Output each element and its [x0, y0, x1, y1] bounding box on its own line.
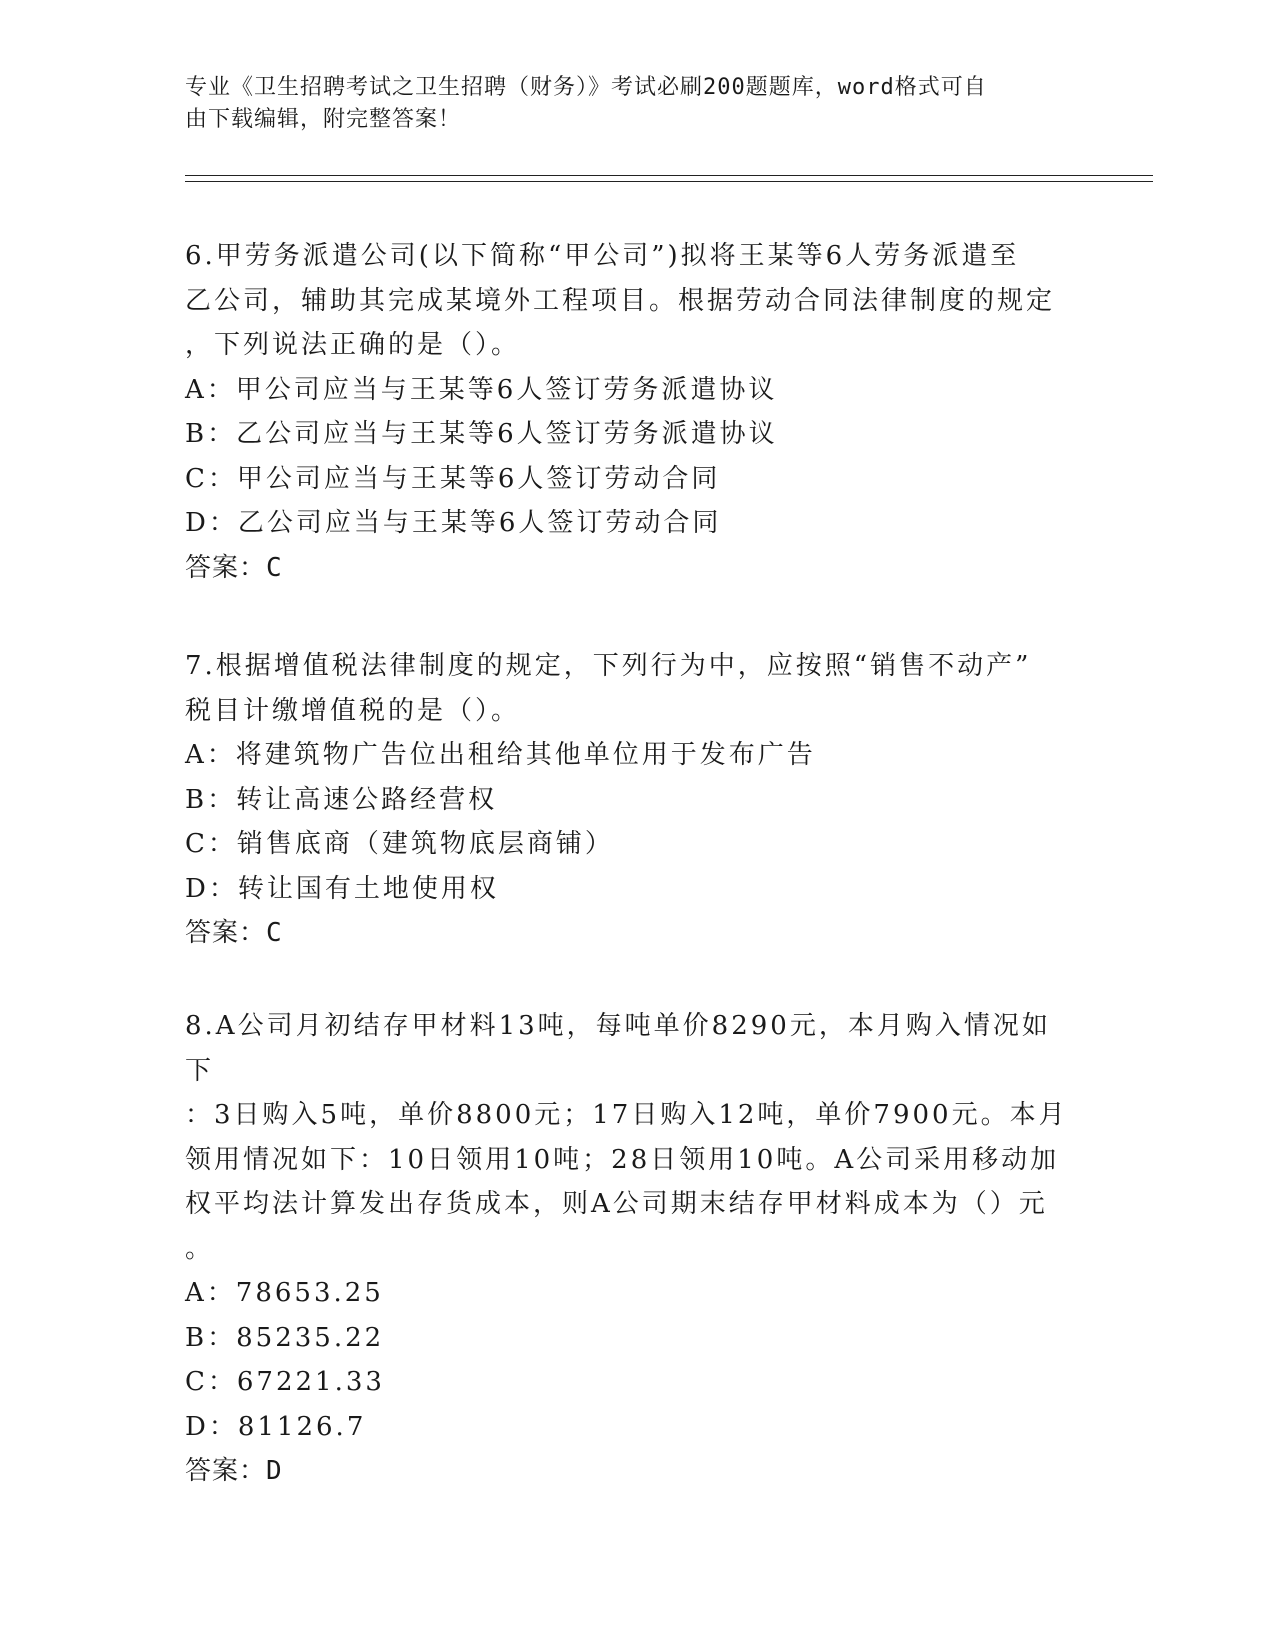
- option-a: A：甲公司应当与王某等6人签订劳务派遣协议: [185, 374, 778, 405]
- option-d: D：转让国有土地使用权: [185, 873, 499, 904]
- option-b: B：乙公司应当与王某等6人签订劳务派遣协议: [185, 419, 778, 449]
- question-stem-line: 7.根据增值税法律制度的规定，下列行为中，应按照“销售不动产”: [185, 651, 1032, 681]
- option-a: A：将建筑物广告位出租给其他单位用于发布广告: [185, 740, 816, 770]
- header-divider-bottom: [185, 181, 1153, 182]
- header-line-2: 由下载编辑，附完整答案！: [185, 107, 462, 132]
- option-d: D：81126.7: [185, 1411, 367, 1442]
- option-b: B：85235.22: [185, 1322, 385, 1353]
- answer-line: 答案：C: [185, 552, 283, 583]
- header-divider-top: [185, 175, 1153, 176]
- document-header: [185, 72, 1065, 136]
- question-stem-line: 8.A公司月初结存甲材料13吨，每吨单价8290元，本月购入情况如下: [185, 1011, 1051, 1086]
- question-stem-line: 6.甲劳务派遣公司(以下简称“甲公司”)拟将王某等6人劳务派遣至: [185, 241, 1020, 271]
- question-stem-line: 。: [185, 1233, 215, 1264]
- option-c: C：销售底商（建筑物底层商铺）: [185, 829, 614, 859]
- answer-line: 答案：D: [185, 1456, 283, 1486]
- question-stem-line: 领用情况如下：10日领用10吨；28日领用10吨。A公司采用移动加: [185, 1144, 1060, 1175]
- answer-line: 答案：C: [185, 918, 283, 948]
- question-6: [185, 234, 1085, 590]
- question-7: [185, 644, 1085, 956]
- question-stem-line: ，下列说法正确的是（）。: [185, 330, 521, 360]
- option-d: D：乙公司应当与王某等6人签订劳动合同: [185, 508, 722, 538]
- option-c: C：67221.33: [185, 1367, 385, 1397]
- option-b: B：转让高速公路经营权: [185, 784, 498, 815]
- option-a: A：78653.25: [185, 1278, 384, 1308]
- question-stem-line: ：3日购入5吨，单价8800元；17日购入12吨，单价7900元。本月: [185, 1100, 1068, 1130]
- header-line-1: 专业《卫生招聘考试之卫生招聘（财务）》考试必刷200题题库，word格式可自: [185, 75, 987, 100]
- option-c: C：甲公司应当与王某等6人签订劳动合同: [185, 463, 721, 494]
- question-stem-line: 权平均法计算发出存货成本，则A公司期末结存甲材料成本为（）元: [185, 1189, 1048, 1219]
- question-8: [185, 1004, 1085, 1494]
- question-stem-line: 乙公司，辅助其完成某境外工程项目。根据劳动合同法律制度的规定: [185, 285, 1056, 316]
- question-stem-line: 税目计缴增值税的是（）。: [185, 695, 521, 726]
